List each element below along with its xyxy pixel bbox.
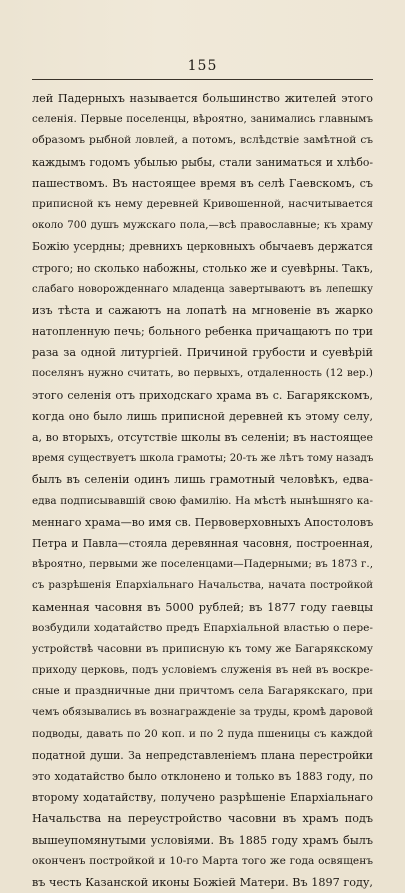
text-line: едва подписывавшій свою фамилію. На мѣстѣ нынѣшняго ка- [32, 494, 373, 507]
text-line: каменная часовня въ 5000 рублей; въ 1877 году гаевцы [32, 600, 373, 614]
text-line: слабаго новорожденнаго младенца завертываютъ въ лепешку [32, 283, 373, 295]
text-line: податной души. За непредставленіемъ плана перестройки [32, 748, 373, 762]
text-line: селенія. Первые поселенцы, вѣроятно, занимались главнымъ [32, 113, 373, 126]
text-line: приписной къ нему деревней Кривошенной, насчитывается [32, 197, 373, 210]
text-line: раза за одной литургіей. Причиной грубости и суевѣрій [32, 346, 373, 360]
text-line: съ разрѣшенія Епархіальнаго Начальства, начата постройкой [32, 580, 373, 592]
text-line: натопленную печь; больного ребенка причащаютъ по три [32, 325, 373, 339]
text-line: это ходатайство было отклонено и только въ 1883 году, по [32, 770, 373, 783]
text-line: изъ тѣста и сажаютъ на лопатѣ на мгновеніе въ жарко [32, 303, 373, 317]
text-line: Божію усердны; древнихъ церковныхъ обычаевъ держатся [32, 240, 373, 254]
text-line: вышеупомянутыми условіями. Въ 1885 году храмъ былъ [32, 833, 373, 847]
text-line: каждымъ годомъ убылью рыбы, стали заниматься и хлѣбо- [32, 155, 373, 169]
text-line: Начальства на переустройство часовни въ храмъ подъ [32, 812, 373, 826]
text-line: около 700 душъ мужскаго пола,—всѣ православные; къ храму [32, 220, 373, 232]
page-number: 155 [187, 58, 218, 74]
text-line: оконченъ постройкой и 10-го Марта того же года освященъ [32, 854, 373, 867]
text-line: меннаго храма—во имя св. Первоверховныхъ Апостоловъ [32, 515, 374, 529]
text-line: устройствѣ часовни въ приписную къ тому же Багарякскому [32, 642, 373, 655]
text-line: приходу церковь, подъ условіемъ служенія въ ней въ воскре- [32, 664, 373, 677]
text-line: Петра и Павла—стояла деревянная часовня, построенная, [32, 536, 373, 550]
text-line: былъ въ селеніи одинъ лишь грамотный человѣкъ, едва- [32, 473, 373, 487]
text-line: а, во вторыхъ, отсутствіе школы въ селеніи; въ настоящее [32, 431, 373, 444]
text-line: время существуетъ школа грамоты; 20-ть же лѣтъ тому назадъ [32, 453, 374, 465]
text-line: вѣроятно, первыми же поселенцами—Падерными; въ 1873 г., [32, 558, 373, 571]
text-line: второму ходатайству, получено разрѣшеніе Епархіальнаго [32, 791, 373, 805]
text-line: чемъ обязывались въ вознагражденіе за труды, кромѣ даровой [32, 707, 373, 719]
text-line: сные и праздничные дни причтомъ села Багарякскаго, при [32, 685, 373, 698]
text-line: когда оно было лишь приписной деревней къ этому селу, [32, 409, 373, 423]
text-line: пашествомъ. Въ настоящее время въ селѣ Гаевскомъ, съ [32, 176, 373, 190]
text-line: возбудили ходатайство предъ Епархіальной властью о пере- [32, 621, 373, 634]
text-line: образомъ рыбной ловлей, а потомъ, вслѣдствіе замѣтной съ [32, 134, 373, 147]
text-line: строго; но сколько набожны, столько же и суевѣрны. Такъ, [32, 261, 373, 275]
text-line: подводы, давать по 20 коп. и по 2 пуда пшеницы съ каждой [32, 727, 373, 740]
text-line: въ честь Казанской иконы Божіей Матери. Въ 1897 году, [32, 875, 373, 889]
text-line: этого селенія отъ приходскаго храма въ с. Багарякскомъ, [32, 388, 373, 402]
header-rule [32, 79, 373, 80]
text-line: лей Падерныхъ называется большинство жителей этого [32, 92, 373, 105]
text-line: поселянъ нужно считать, во первыхъ, отдаленность (12 вер.) [32, 367, 373, 380]
body-text [32, 88, 373, 893]
